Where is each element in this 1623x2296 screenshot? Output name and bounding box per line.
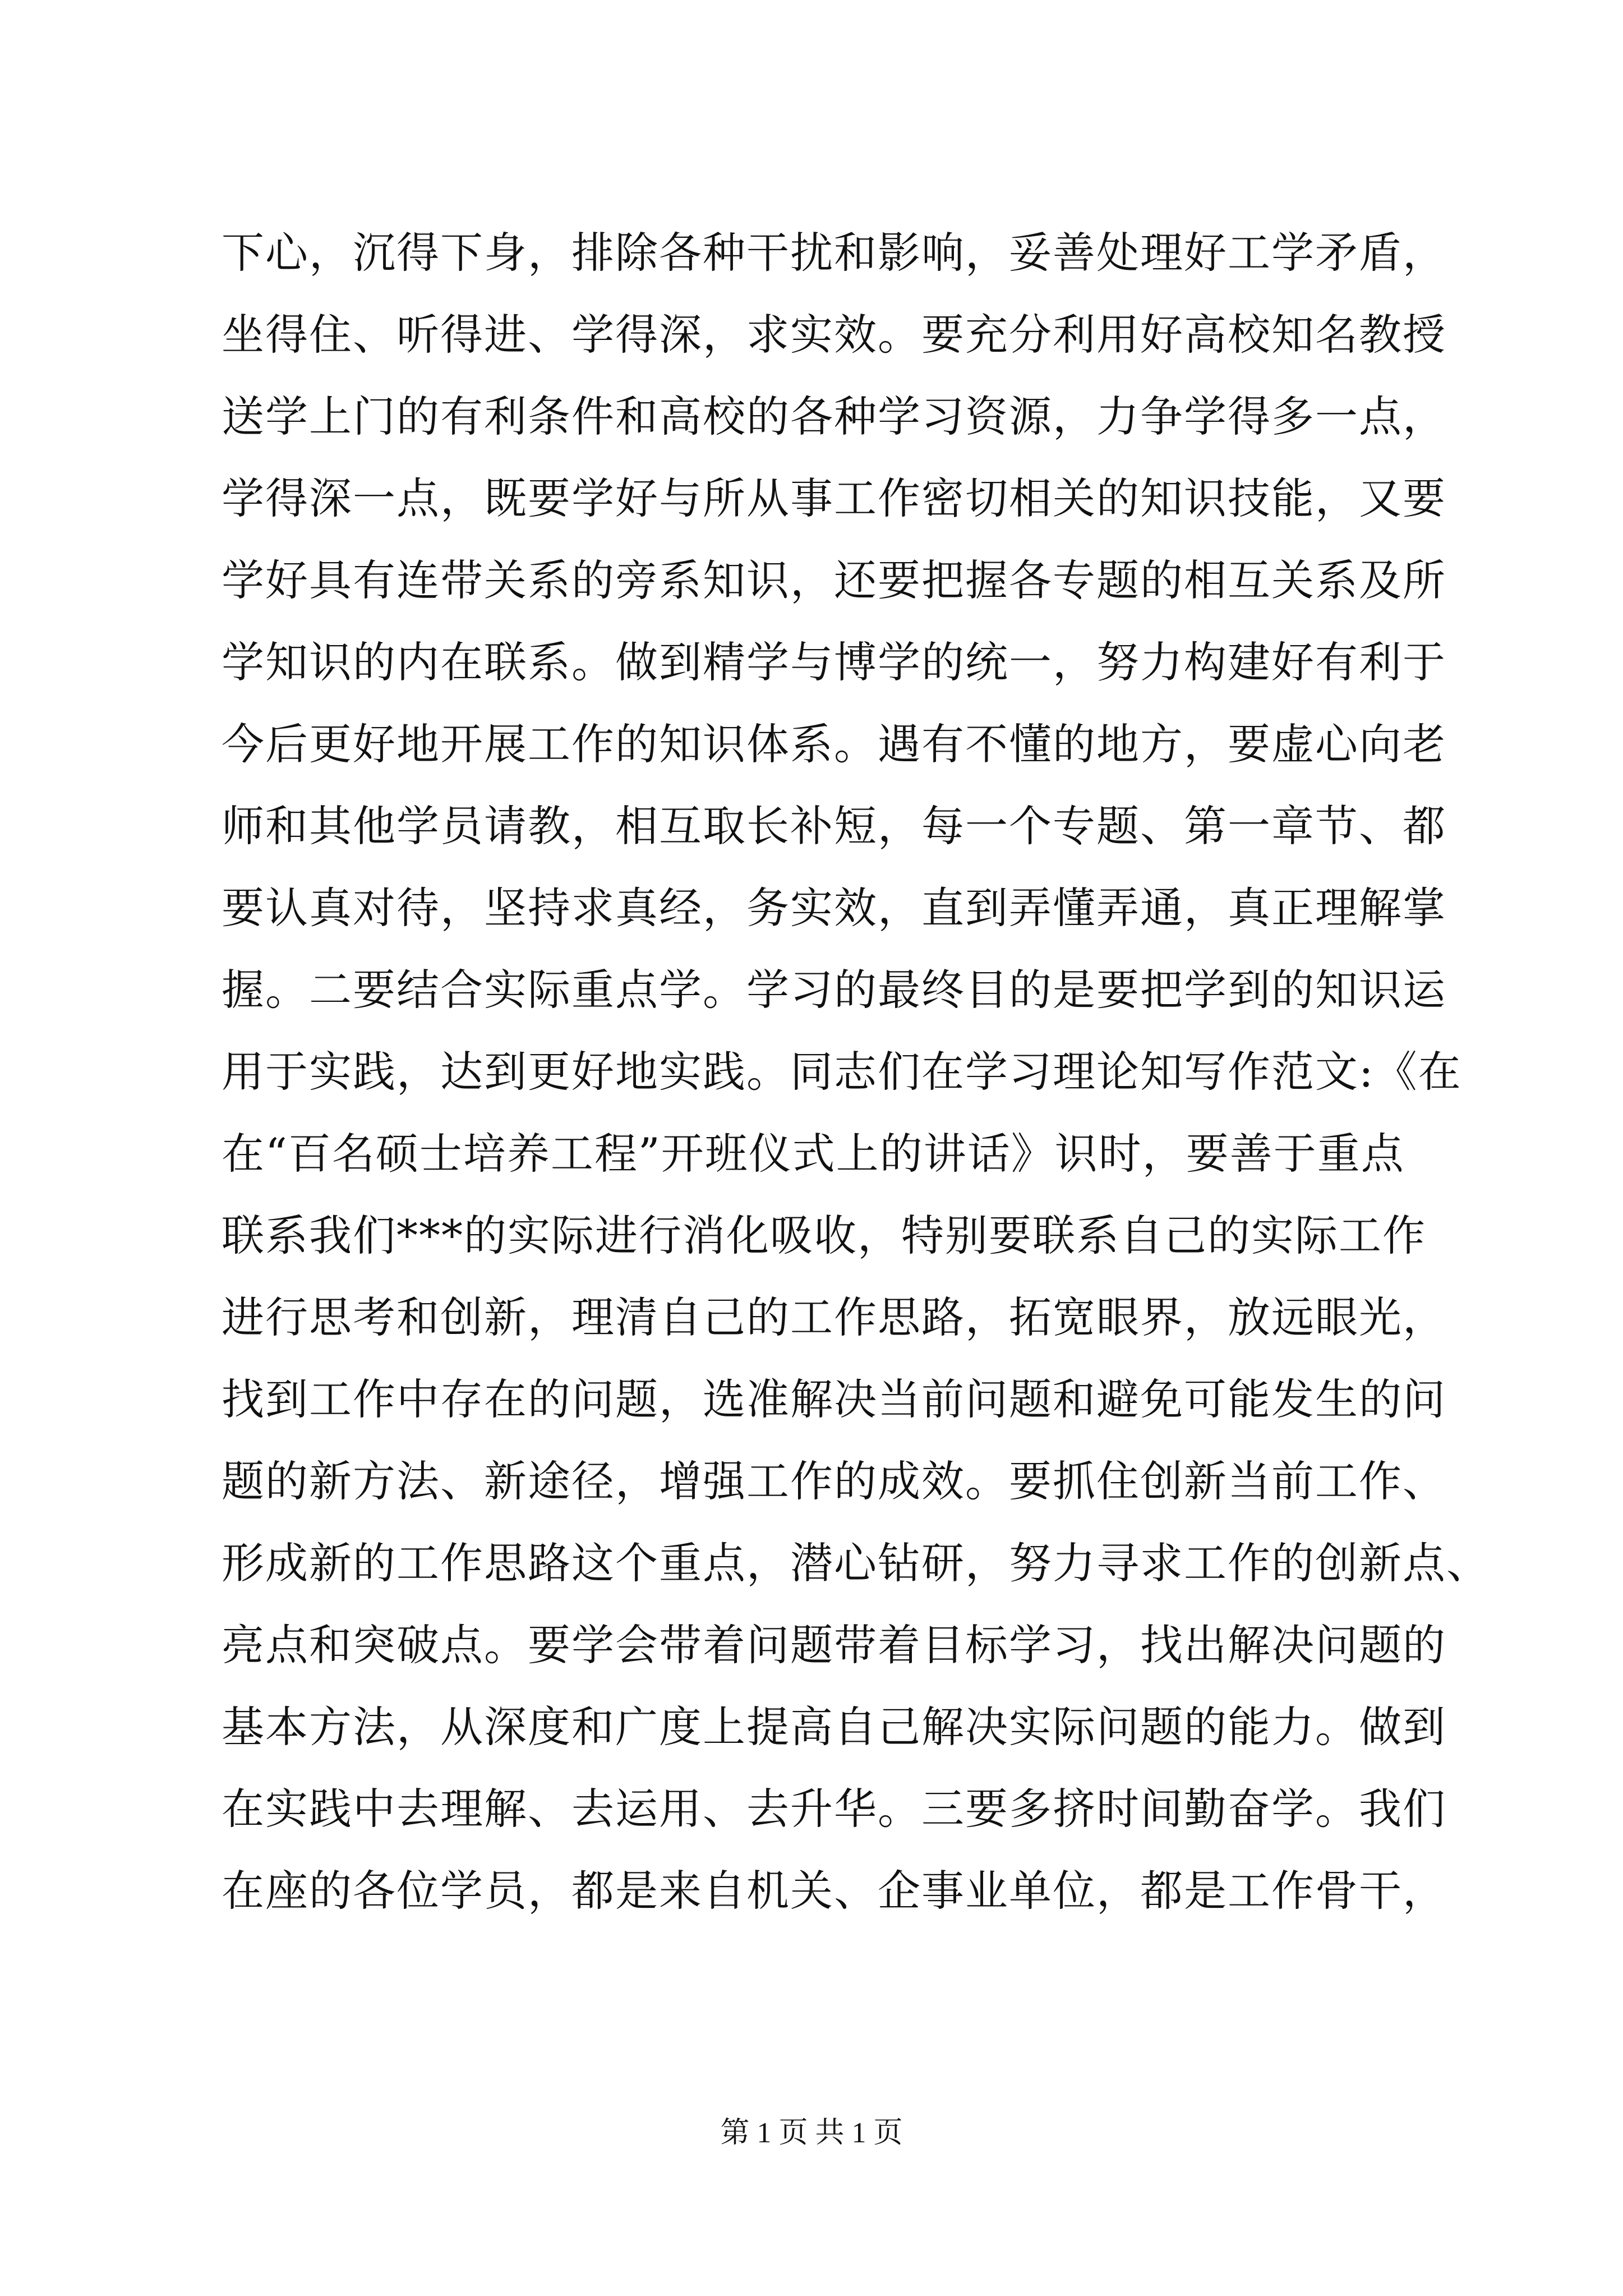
text-line-3: 送学上门的有利条件和高校的各种学习资源，力争学得多一点， bbox=[222, 392, 1446, 441]
text-line-5: 学好具有连带关系的旁系知识，还要把握各专题的相互关系及所 bbox=[222, 555, 1446, 605]
text-line-13: 联系我们***的实际进行消化吸收，特别要联系自己的实际工作 bbox=[222, 1211, 1426, 1260]
text-line-1: 下心，沉得下身，排除各种干扰和影响，妥善处理好工学矛盾， bbox=[222, 228, 1446, 278]
text-line-20: 在实践中去理解、去运用、去升华。三要多挤时间勤奋学。我们 bbox=[222, 1784, 1446, 1834]
text-line-18: 亮点和突破点。要学会带着问题带着目标学习，找出解决问题的 bbox=[222, 1620, 1446, 1670]
text-line-2: 坐得住、听得进、学得深，求实效。要充分利用好高校知名教授 bbox=[222, 310, 1446, 360]
text-line-8: 师和其他学员请教，相互取长补短，每一个专题、第一章节、都 bbox=[222, 801, 1446, 851]
text-line-17: 形成新的工作思路这个重点，潜心钻研，努力寻求工作的创新点、 bbox=[222, 1538, 1490, 1588]
text-line-7: 今后更好地开展工作的知识体系。遇有不懂的地方，要虚心向老 bbox=[222, 719, 1446, 769]
text-line-15: 找到工作中存在的问题，选准解决当前问题和避免可能发生的问 bbox=[222, 1374, 1446, 1424]
text-line-16: 题的新方法、新途径，增强工作的成效。要抓住创新当前工作、 bbox=[222, 1456, 1446, 1506]
text-line-11: 用于实践，达到更好地实践。同志们在学习理论知写作范文:《在 bbox=[222, 1047, 1462, 1097]
page-number-label: 第 1 页 共 1 页 bbox=[720, 2117, 903, 2149]
text-line-19: 基本方法，从深度和广度上提高自己解决实际问题的能力。做到 bbox=[222, 1702, 1446, 1752]
page-footer bbox=[0, 2114, 1623, 2153]
text-line-14: 进行思考和创新，理清自己的工作思路，拓宽眼界，放远眼光， bbox=[222, 1292, 1446, 1342]
text-line-4: 学得深一点，既要学好与所从事工作密切相关的知识技能，又要 bbox=[222, 473, 1446, 523]
text-line-6: 学知识的内在联系。做到精学与博学的统一，努力构建好有利于 bbox=[222, 637, 1446, 687]
body-text bbox=[222, 212, 1490, 1932]
text-line-10: 握。二要结合实际重点学。学习的最终目的是要把学到的知识运 bbox=[222, 965, 1446, 1015]
text-line-9: 要认真对待，坚持求真经，务实效，直到弄懂弄通，真正理解掌 bbox=[222, 883, 1446, 933]
text-line-21: 在座的各位学员，都是来自机关、企事业单位，都是工作骨干， bbox=[222, 1866, 1446, 1916]
text-line-12: 在“百名硕士培养工程”开班仪式上的讲话》识时，要善于重点 bbox=[222, 1129, 1405, 1179]
